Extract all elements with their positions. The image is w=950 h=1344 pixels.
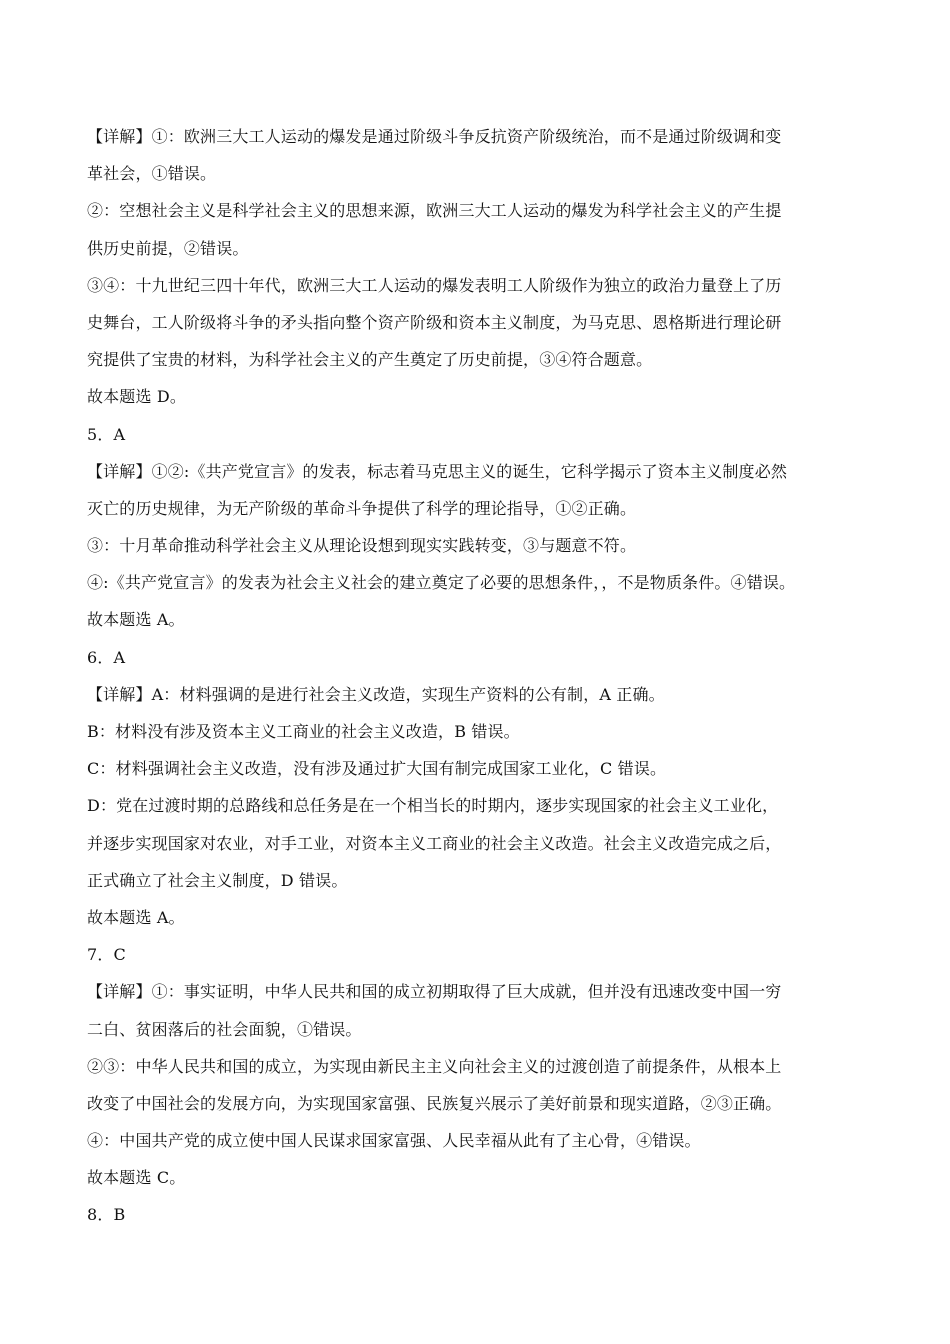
explanation-q6-line-1: 【详解】A：材料强调的是进行社会主义改造，实现生产资料的公有制，A 正确。	[87, 684, 665, 704]
explanation-q6-line-2: B：材料没有涉及资本主义工商业的社会主义改造，B 错误。	[87, 722, 520, 741]
explanation-q4-line-2: 革社会，①错误。	[87, 164, 217, 184]
conclusion-q6: 故本题选 A。	[87, 907, 185, 927]
explanation-q6-line-3: C：材料强调社会主义改造，没有涉及通过扩大国有制完成国家工业化，C 错误。	[87, 759, 667, 779]
explanation-q4-line-6: 史舞台，工人阶级将斗争的矛头指向整个资产阶级和资本主义制度，为马克思、恩格斯进行理论研	[87, 312, 782, 332]
explanation-q4-line-1: 【详解】①：欧洲三大工人运动的爆发是通过阶级斗争反抗资产阶级统治，而不是通过阶级调和变	[87, 127, 782, 146]
answer-explanation-page	[87, 118, 817, 1234]
explanation-q7-line-3: ②③：中华人民共和国的成立，为实现由新民主主义向社会主义的过渡创造了前提条件，从根本上	[87, 1056, 782, 1076]
answer-q6: 6．A	[87, 647, 126, 667]
explanation-q7-line-2: 二白、贫困落后的社会面貌，①错误。	[87, 1019, 362, 1039]
explanation-q6-line-6: 正式确立了社会主义制度，D 错误。	[87, 870, 348, 890]
explanation-q5-line-4: ④:《共产党宣言》的发表为社会主义社会的建立奠定了必要的思想条件，，不是物质条件。④错误。	[87, 573, 796, 593]
explanation-q4-line-4: 供历史前提，②错误。	[87, 238, 249, 258]
explanation-q6-line-4: D：党在过渡时期的总路线和总任务是在一个相当长的时期内，逐步实现国家的社会主义工业化，	[87, 796, 779, 816]
explanation-q7-line-4: 改变了中国社会的发展方向，为实现国家富强、民族复兴展示了美好前景和现实道路，②③正确。	[87, 1093, 782, 1113]
explanation-q5-line-3: ③：十月革命推动科学社会主义从理论设想到现实实践转变，③与题意不符。	[87, 536, 637, 556]
answer-q5: 5．A	[87, 424, 126, 444]
explanation-q6-line-5: 并逐步实现国家对农业，对手工业，对资本主义工商业的社会主义改造。社会主义改造完成之后，	[87, 833, 782, 853]
explanation-q4-line-7: 究提供了宝贵的材料，为科学社会主义的产生奠定了历史前提，③④符合题意。	[87, 350, 653, 370]
conclusion-q4: 故本题选 D。	[87, 387, 186, 407]
explanation-q4-line-3: ②：空想社会主义是科学社会主义的思想来源，欧洲三大工人运动的爆发为科学社会主义的产生提	[87, 201, 782, 221]
answer-q8: 8．B	[87, 1205, 126, 1225]
conclusion-q7: 故本题选 C。	[87, 1168, 186, 1188]
conclusion-q5: 故本题选 A。	[87, 610, 185, 630]
explanation-q5-line-1: 【详解】①②:《共产党宣言》的发表，标志着马克思主义的诞生，它科学揭示了资本主义制度必然	[87, 461, 787, 481]
explanation-q4-line-5: ③④：十九世纪三四十年代，欧洲三大工人运动的爆发表明工人阶级作为独立的政治力量登上了历	[87, 275, 782, 295]
explanation-q7-line-1: 【详解】①：事实证明，中华人民共和国的成立初期取得了巨大成就，但并没有迅速改变中国一穷	[87, 982, 782, 1002]
explanation-q5-line-2: 灭亡的历史规律，为无产阶级的革命斗争提供了科学的理论指导，①②正确。	[87, 498, 637, 518]
explanation-q7-line-5: ④：中国共产党的成立使中国人民谋求国家富强、人民幸福从此有了主心骨，④错误。	[87, 1131, 701, 1151]
answer-q7: 7．C	[87, 945, 126, 965]
